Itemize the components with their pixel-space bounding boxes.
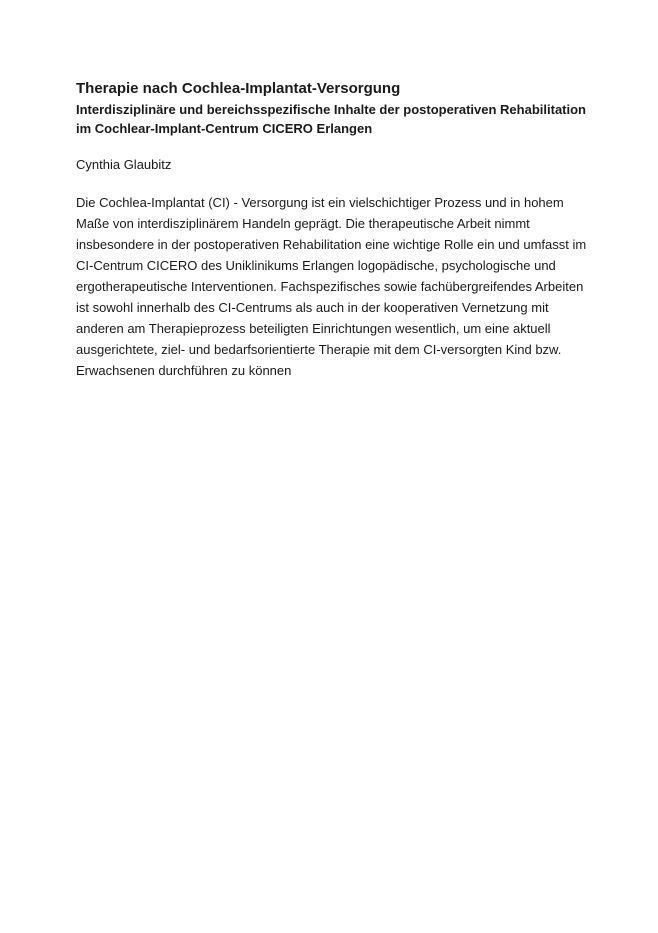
author-name: Cynthia Glaubitz	[76, 157, 172, 172]
document-title: Therapie nach Cochlea-Implantat-Versorgung	[76, 80, 401, 97]
abstract-paragraph: Die Cochlea-Implantat (CI) - Versorgung ist ein vielschichtiger Prozess und in hohem Maße von interdisziplinärem Handeln geprägt. Die therapeutische Arbeit nimmt insbesondere in der postoperativen Rehabilitation eine wichtige Rolle ein und umfasst im CI-Centrum CICERO des Uniklinikums Erlangen logopädische, psychologische und ergotherapeutische Interventionen. Fachspezifisches sowie fachübergreifendes Arbeiten ist sowohl innerhalb des CI-Centrums als auch in der kooperativen Vernetzung mit anderen am Therapieprozess beteiligten Einrichtungen wesentlich, um eine aktuell ausgerichtete, ziel- und bedarfsorientierte Therapie mit dem CI-versorgten Kind bzw. Erwachsenen durchführen zu können	[76, 195, 587, 378]
document-subtitle: Interdisziplinäre und bereichsspezifische Inhalte der postoperativen Rehabilitation im Cochlear-Implant-Centrum CICERO Erlangen	[76, 102, 586, 136]
document-content	[76, 79, 591, 381]
